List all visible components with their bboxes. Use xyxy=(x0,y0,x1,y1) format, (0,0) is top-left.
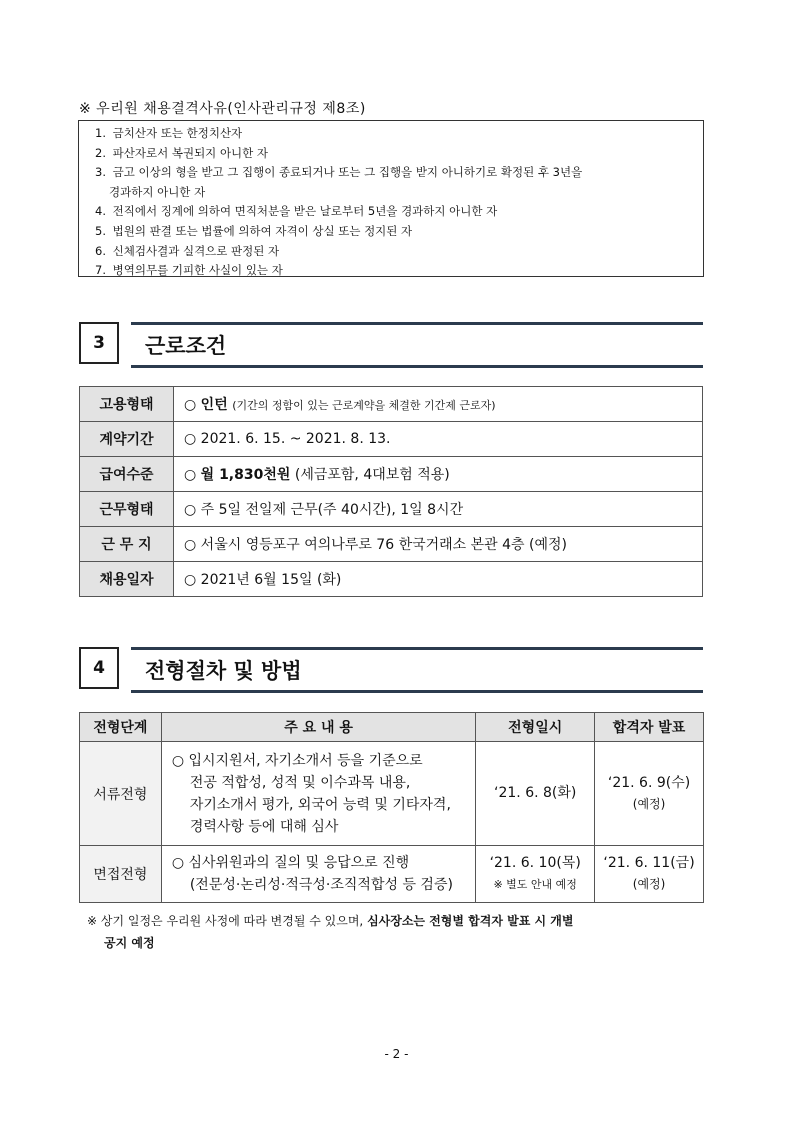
row-label: 계약기간 xyxy=(80,422,174,457)
table-row xyxy=(80,422,703,457)
table-row xyxy=(80,457,703,492)
list-item: 5. 법원의 판결 또는 법률에 의하여 자격이 상실 또는 정지된 자 xyxy=(95,223,413,238)
section-4-header xyxy=(79,647,703,693)
schedule-footnote: ※ 상기 일정은 우리원 사정에 따라 변경될 수 있으며, 심사장소는 전형별 합격자 발표 시 개별 공지 예정 xyxy=(87,914,574,950)
result-date: ‘21. 6. 9(수) (예정) xyxy=(595,742,704,846)
section-3-header xyxy=(79,322,703,368)
table-header-row xyxy=(80,713,704,742)
table-row xyxy=(80,527,703,562)
step-date: ‘21. 6. 8(화) xyxy=(476,742,595,846)
column-header: 전형단계 xyxy=(80,713,162,742)
disqualification-list xyxy=(78,120,704,277)
selection-process-table xyxy=(79,712,704,903)
list-item: 6. 신체검사결과 실격으로 판정된 자 xyxy=(95,243,280,258)
row-value: ○ 2021. 6. 15. ~ 2021. 8. 13. xyxy=(174,422,703,457)
row-value: ○ 월 1,830천원 (세금포함, 4대보험 적용) xyxy=(174,457,703,492)
row-label: 고용형태 xyxy=(80,387,174,422)
column-header: 전형일시 xyxy=(476,713,595,742)
working-conditions-table xyxy=(79,386,703,597)
table-row xyxy=(80,387,703,422)
list-item: 2. 파산자로서 복권되지 아니한 자 xyxy=(95,145,269,160)
table-row xyxy=(80,742,704,846)
result-date: ‘21. 6. 11(금) (예정) xyxy=(595,846,704,903)
step-name: 면접전형 xyxy=(80,846,162,903)
row-label: 근 무 지 xyxy=(80,527,174,562)
disqualification-title: ※ 우리원 채용결격사유(인사관리규정 제8조) xyxy=(79,101,366,117)
page-number: - 2 - xyxy=(384,1047,409,1061)
list-item: 1. 금치산자 또는 한정치산자 xyxy=(95,126,243,140)
list-item: 3. 금고 이상의 형을 받고 그 집행이 종료되거나 또는 그 집행을 받지 아니하기로 확정된 후 3년을 xyxy=(95,165,583,180)
column-header: 주 요 내 용 xyxy=(161,713,475,742)
row-label: 급여수준 xyxy=(80,457,174,492)
step-date: ‘21. 6. 10(목) ※ 별도 안내 예정 xyxy=(476,846,595,903)
step-name: 서류전형 xyxy=(80,742,162,846)
divider xyxy=(131,365,703,368)
table-row xyxy=(80,562,703,597)
section-number: 3 xyxy=(79,322,119,364)
list-item: 경과하지 아니한 자 xyxy=(109,184,206,199)
column-header: 합격자 발표 xyxy=(595,713,704,742)
table-row xyxy=(80,492,703,527)
table-row xyxy=(80,846,704,903)
list-item: 4. 전직에서 징계에 의하여 면직처분을 받은 날로부터 5년을 경과하지 아니한 자 xyxy=(95,204,498,219)
row-label: 근무형태 xyxy=(80,492,174,527)
row-value: ○ 주 5일 전일제 근무(주 40시간), 1일 8시간 xyxy=(174,492,703,527)
row-value: ○ 서울시 영등포구 여의나루로 76 한국거래소 본관 4층 (예정) xyxy=(174,527,703,562)
list-item: 7. 병역의무를 기피한 사실이 있는 자 xyxy=(95,263,283,278)
step-content: ○ 심사위원과의 질의 및 응답으로 진행 (전문성·논리성·적극성·조직적합성 등 검증) xyxy=(161,846,475,903)
section-number: 4 xyxy=(79,647,119,689)
section-title: 전형절차 및 방법 xyxy=(145,659,302,683)
step-content: ○ 입시지원서, 자기소개서 등을 기준으로 전공 적합성, 성적 및 이수과목 내용, 자기소개서 평가, 외국어 능력 및 기타자격, 경력사항 등에 대해 심사 xyxy=(161,742,475,846)
divider xyxy=(131,690,703,693)
section-title: 근로조건 xyxy=(145,334,227,358)
row-label: 채용일자 xyxy=(80,562,174,597)
row-value: ○ 2021년 6월 15일 (화) xyxy=(174,562,703,597)
divider xyxy=(131,322,703,325)
divider xyxy=(131,647,703,650)
row-value: ○ 인턴 (기간의 정함이 있는 근로계약을 체결한 기간제 근로자) xyxy=(174,387,703,422)
